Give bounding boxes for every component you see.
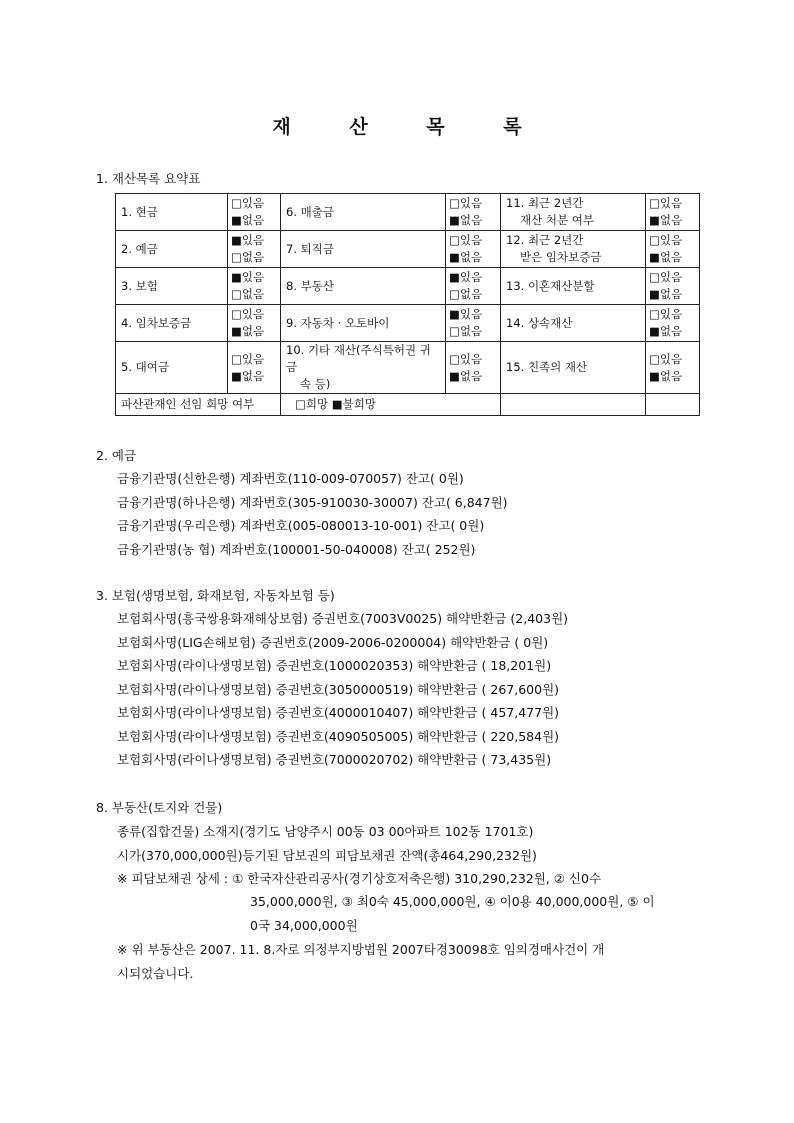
- asset-category-name: 15. 친족의 재산: [506, 360, 588, 374]
- trustee-empty-cell: [501, 394, 646, 416]
- asset-category-label: [116, 342, 228, 394]
- asset-presence-checkbox: [646, 194, 700, 231]
- asset-category-name: 7. 퇴직금: [286, 241, 334, 256]
- asset-category-label: [281, 231, 446, 268]
- insurance-line: 보험회사명(LIG손해보험) 증권번호(2009-2006-0200004) 해약반환금 ( 0원): [117, 634, 549, 650]
- insurance-list: [117, 609, 568, 774]
- summary-row: [116, 342, 700, 394]
- has-asset-option: ■있음: [231, 270, 265, 284]
- has-asset-option: □있음: [449, 351, 483, 366]
- asset-presence-checkbox: [646, 305, 700, 342]
- no-asset-option: ■없음: [231, 324, 265, 338]
- has-asset-option: □있음: [449, 196, 483, 210]
- trustee-options: □희망 ■불희망: [295, 397, 376, 411]
- has-asset-option: □있음: [649, 351, 683, 366]
- asset-category-name: 14. 상속재산: [506, 315, 573, 330]
- asset-category-label: [281, 342, 446, 394]
- secured-claims-detail-cont: 0국 34,000,000원: [250, 918, 358, 933]
- asset-category-name-cont: 받은 임차보증금: [520, 250, 602, 264]
- asset-category-name: 9. 자동차 · 오토바이: [286, 315, 390, 330]
- no-asset-option: ■없음: [231, 368, 265, 383]
- insurance-line: 보험회사명(라이나생명보험) 증권번호(4090505005) 해약반환금 ( 220,584원): [117, 728, 560, 744]
- summary-heading: 1. 재산목록 요약표: [96, 171, 201, 186]
- asset-category-name: 4. 임차보증금: [121, 315, 192, 330]
- secured-claims-detail: ※ 피담보채권 상세 : ① 한국자산관리공사(경기상호저축은행) 310,290,232원, ② 신0수: [117, 871, 602, 886]
- asset-category-label: [501, 231, 646, 268]
- has-asset-option: ■있음: [449, 270, 483, 284]
- deposit-line: 금융기관명(하나은행) 계좌번호(305-910030-30007) 잔고( 6,847원): [117, 494, 508, 510]
- no-asset-option: ■없음: [449, 250, 483, 264]
- summary-row: [116, 231, 700, 268]
- secured-claims-detail-cont: 35,000,000원, ③ 최0숙 45,000,000원, ④ 이0용 40,000,000원, ⑤ 이: [250, 894, 655, 909]
- deposits-list: [117, 469, 508, 563]
- no-asset-option: ■없음: [449, 368, 483, 383]
- insurance-line: 보험회사명(라이나생명보험) 증권번호(7000020702) 해약반환금 ( 73,435원): [117, 752, 552, 767]
- no-asset-option: ■없음: [649, 324, 683, 338]
- has-asset-option: □있음: [231, 196, 265, 210]
- has-asset-option: □있음: [649, 233, 683, 247]
- asset-category-label: [501, 268, 646, 305]
- summary-row: [116, 194, 700, 231]
- asset-category-label: [281, 194, 446, 231]
- asset-category-label: [116, 268, 228, 305]
- asset-presence-checkbox: [646, 231, 700, 268]
- has-asset-option: □있음: [649, 196, 683, 210]
- no-asset-option: ■없음: [649, 250, 683, 264]
- has-asset-option: ■있음: [231, 233, 265, 247]
- insurance-line: 보험회사명(라이나생명보험) 증권번호(4000010407) 해약반환금 ( 457,477원): [117, 705, 560, 720]
- asset-category-name: 12. 최근 2년간: [506, 233, 584, 247]
- has-asset-option: □있음: [649, 307, 683, 321]
- no-asset-option: ■없음: [649, 287, 683, 301]
- asset-category-label: [116, 231, 228, 268]
- page-title: 재 산 목 록: [272, 116, 548, 138]
- auction-note-cont: 시되었습니다.: [117, 966, 194, 981]
- asset-presence-checkbox: [446, 342, 501, 394]
- asset-presence-checkbox: [646, 268, 700, 305]
- no-asset-option: □없음: [231, 287, 265, 301]
- summary-row: [116, 305, 700, 342]
- insurance-line: 보험회사명(라이나생명보험) 증권번호(1000020353) 해약반환금 ( 18,201원): [117, 658, 552, 673]
- asset-category-name: 10. 기타 재산(주식특허권 귀금: [286, 343, 431, 374]
- trustee-label: 파산관재인 선임 희망 여부: [116, 394, 281, 416]
- deposit-line: 금융기관명(농 협) 계좌번호(100001-50-040008) 잔고( 252원): [117, 541, 476, 557]
- insurance-line: 보험회사명(흥국쌍용화재해상보험) 증권번호(7003V0025) 해약반환금 (2,403원): [117, 611, 569, 626]
- asset-category-name: 1. 현금: [121, 204, 158, 219]
- no-asset-option: □없음: [231, 250, 265, 264]
- real-estate-heading: 8. 부동산(토지와 건물): [96, 800, 223, 815]
- asset-category-name: 13. 이혼재산분할: [506, 278, 595, 293]
- has-asset-option: □있음: [449, 233, 483, 247]
- insurance-line: 보험회사명(라이나생명보험) 증권번호(3050000519) 해약반환금 ( 267,600원): [117, 681, 560, 697]
- asset-category-name: 8. 부동산: [286, 278, 334, 293]
- asset-category-name: 2. 예금: [121, 241, 158, 256]
- asset-category-name: 11. 최근 2년간: [506, 196, 584, 210]
- asset-presence-checkbox: [446, 231, 501, 268]
- asset-category-name: 6. 매출금: [286, 204, 334, 219]
- has-asset-option: □있음: [231, 351, 265, 366]
- asset-category-label: [281, 305, 446, 342]
- trustee-row: [116, 394, 700, 416]
- asset-category-label: [116, 194, 228, 231]
- no-asset-option: ■없음: [231, 213, 265, 227]
- summary-table: [115, 193, 700, 416]
- asset-presence-checkbox: [446, 194, 501, 231]
- asset-presence-checkbox: [228, 342, 281, 394]
- asset-category-name-cont: 속 등): [300, 377, 331, 391]
- has-asset-option: ■있음: [449, 307, 483, 321]
- asset-category-name: 3. 보험: [121, 278, 158, 293]
- real-estate-list: [117, 822, 537, 869]
- summary-row: [116, 268, 700, 305]
- no-asset-option: □없음: [449, 287, 483, 301]
- has-asset-option: □있음: [231, 307, 265, 321]
- no-asset-option: ■없음: [449, 213, 483, 227]
- deposits-heading: 2. 예금: [96, 448, 137, 463]
- asset-presence-checkbox: [228, 268, 281, 305]
- asset-category-label: [501, 194, 646, 231]
- no-asset-option: ■없음: [649, 368, 683, 383]
- asset-presence-checkbox: [446, 305, 501, 342]
- has-asset-option: □있음: [649, 270, 683, 284]
- deposit-line: 금융기관명(우리은행) 계좌번호(005-080013-10-001) 잔고( 0원): [117, 518, 485, 533]
- no-asset-option: □없음: [449, 324, 483, 338]
- asset-category-label: [281, 268, 446, 305]
- real-estate-line: 종류(집합건물) 소재지(경기도 남양주시 00동 03 00아파트 102동 1701호): [117, 824, 534, 839]
- asset-category-label: [501, 342, 646, 394]
- asset-category-label: [501, 305, 646, 342]
- asset-presence-checkbox: [646, 342, 700, 394]
- asset-category-name: 5. 대여금: [121, 360, 169, 374]
- auction-note: ※ 위 부동산은 2007. 11. 8.자로 의정부지방법원 2007타경30098호 임의경매사건이 개: [117, 942, 605, 957]
- asset-presence-checkbox: [446, 268, 501, 305]
- asset-category-name-cont: 재산 처분 여부: [520, 213, 594, 227]
- real-estate-line: 시가(370,000,000원)등기된 담보권의 피담보채권 잔액(총464,290,232원): [117, 847, 537, 863]
- insurance-heading: 3. 보험(생명보험, 화재보험, 자동차보험 등): [96, 588, 335, 603]
- deposit-line: 금융기관명(신한은행) 계좌번호(110-009-070057) 잔고( 0원): [117, 471, 464, 486]
- trustee-value: [281, 394, 501, 416]
- asset-presence-checkbox: [228, 231, 281, 268]
- no-asset-option: ■없음: [649, 213, 683, 227]
- asset-presence-checkbox: [228, 194, 281, 231]
- asset-category-label: [116, 305, 228, 342]
- trustee-empty-cell: [646, 394, 700, 416]
- asset-presence-checkbox: [228, 305, 281, 342]
